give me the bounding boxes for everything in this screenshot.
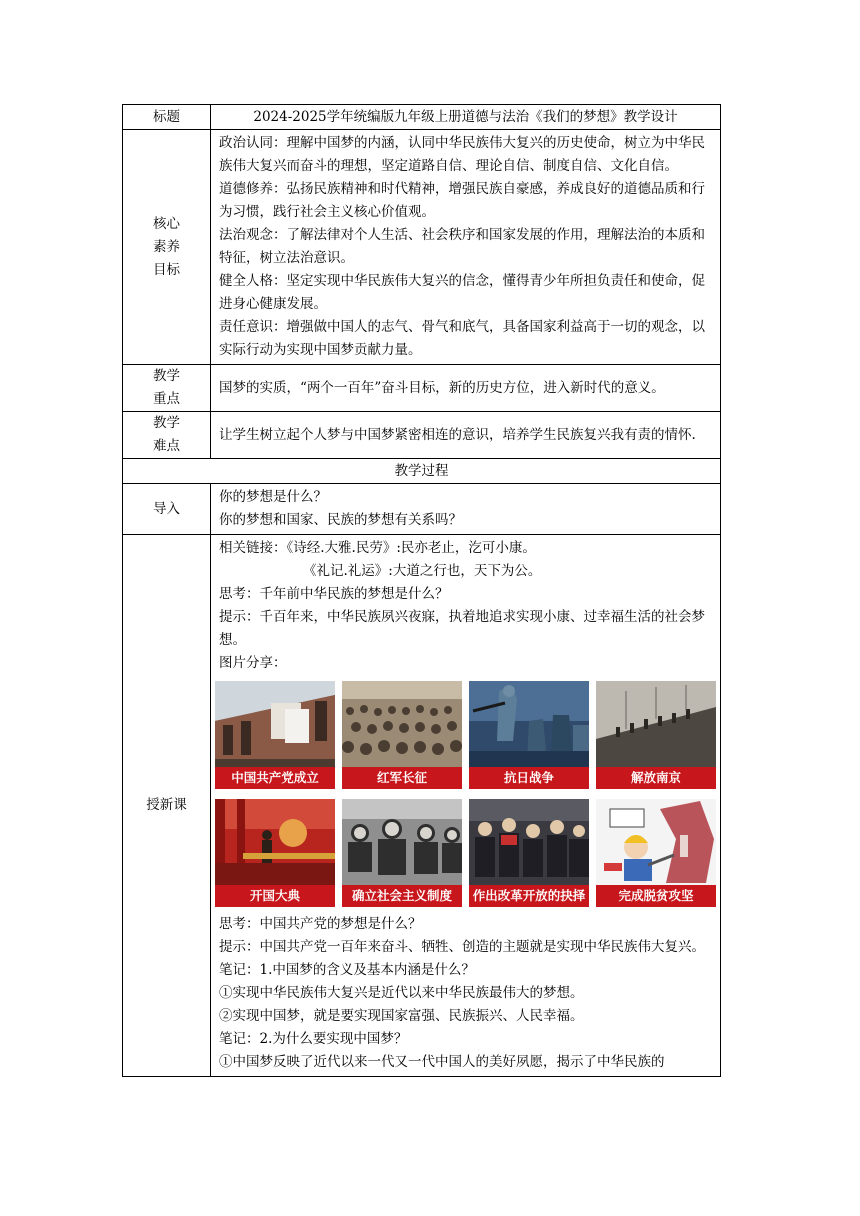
text-line: ②实现中国梦，就是要实现国家富强、民族振兴、人民幸福。 (219, 1008, 584, 1024)
crowd-photo (342, 681, 462, 789)
core-goals-content (211, 130, 721, 365)
text-line: ①实现中华民族伟大复兴是近代以来中华民族最伟大的梦想。 (219, 985, 584, 1001)
text-line: 思考：中国共产党的梦想是什么？ (219, 916, 422, 932)
text-line: ①中国梦反映了近代以来一代又一代中国人的美好夙愿，揭示了中华民族的 (219, 1054, 665, 1070)
photo-caption: 中国共产党成立 (215, 767, 335, 789)
goal-paragraph: 法治观念：了解法律对个人生活、社会秩序和国家发展的作用，理解法治的本质和特征，树立法治意识。 (219, 227, 705, 266)
text-line: 提示：中国共产党一百年来奋斗、牺牲、创造的主题就是实现中华民族伟大复兴。 (219, 939, 705, 955)
key-points-text: 国梦的实质，“两个一百年”奋斗目标，新的历史方位，进入新时代的意义。 (211, 365, 721, 412)
text-line: 相关链接：《诗经.大雅.民劳》:民亦老止，汔可小康。 (219, 540, 536, 556)
photo-caption: 确立社会主义制度 (342, 885, 462, 907)
difficult-points-text: 让学生树立起个人梦与中国梦紧密相连的意识，培养学生民族复兴我有责的情怀. (211, 412, 721, 459)
meeting-photo (469, 799, 589, 907)
intro-label: 导入 (123, 484, 211, 535)
goal-paragraph: 道德修养：弘扬民族精神和时代精神，增强民族自豪感，养成良好的道德品质和行为习惯，践行社会主义核心价值观。 (219, 181, 705, 220)
people-photo (342, 799, 462, 907)
new-lesson-content (211, 535, 721, 1077)
photo-caption: 开国大典 (215, 885, 335, 907)
core-goals-row (123, 130, 721, 365)
text-line: 笔记：2.为什么要实现中国梦？ (219, 1031, 408, 1047)
photo-caption: 作出改革开放的抉择 (469, 885, 589, 907)
key-points-label: 教学 重点 (123, 365, 211, 412)
text-line: 提示：千百年来，中华民族夙兴夜寐，执着地追求实现小康、过幸福生活的社会梦想。 (219, 609, 705, 648)
text-line: 图片分享： (219, 655, 287, 671)
goal-paragraph: 政治认同：理解中国梦的内涵，认同中华民族伟大复兴的历史使命，树立为中华民族伟大复兴而奋斗的理想，坚定道路自信、理论自信、制度自信、文化自信。 (219, 135, 705, 174)
text-line: 思考：千年前中华民族的梦想是什么？ (219, 586, 449, 602)
historic-building-photo (215, 681, 335, 789)
city-wall-photo (596, 681, 716, 789)
cartoon-photo (596, 799, 716, 907)
tiananmen-photo (215, 799, 335, 907)
intro-line: 你的梦想和国家、民族的梦想有关系吗？ (219, 512, 462, 528)
history-photo-grid (215, 681, 715, 907)
new-lesson-row (123, 535, 721, 1077)
text-line: 《礼记.礼运》:大道之行也，天下为公。 (303, 563, 542, 579)
intro-line: 你的梦想是什么？ (219, 489, 327, 505)
new-lesson-label: 授新课 (123, 535, 211, 1077)
core-goals-label: 核心 素养 目标 (123, 130, 211, 365)
text-line: 笔记：1.中国梦的含义及基本内涵是什么？ (219, 962, 475, 978)
intro-row (123, 484, 721, 535)
process-header-row (123, 459, 721, 484)
difficult-points-label: 教学 难点 (123, 412, 211, 459)
title-label: 标题 (123, 105, 211, 130)
key-points-row (123, 365, 721, 412)
goal-paragraph: 责任意识：增强做中国人的志气、骨气和底气，具备国家利益高于一切的观念，以实际行动为实现中国梦贡献力量。 (219, 319, 705, 358)
intro-content (211, 484, 721, 535)
difficult-points-row (123, 412, 721, 459)
photo-caption: 红军长征 (342, 767, 462, 789)
lesson-plan-table (122, 104, 721, 1077)
title-value: 2024-2025学年统编版九年级上册道德与法治《我们的梦想》教学设计 (211, 105, 721, 130)
title-row (123, 105, 721, 130)
photo-caption: 完成脱贫攻坚 (596, 885, 716, 907)
goal-paragraph: 健全人格：坚定实现中华民族伟大复兴的信念，懂得青少年所担负责任和使命，促进身心健康发展。 (219, 273, 705, 312)
process-header: 教学过程 (123, 459, 721, 484)
photo-caption: 解放南京 (596, 767, 716, 789)
photo-caption: 抗日战争 (469, 767, 589, 789)
soldiers-photo (469, 681, 589, 789)
